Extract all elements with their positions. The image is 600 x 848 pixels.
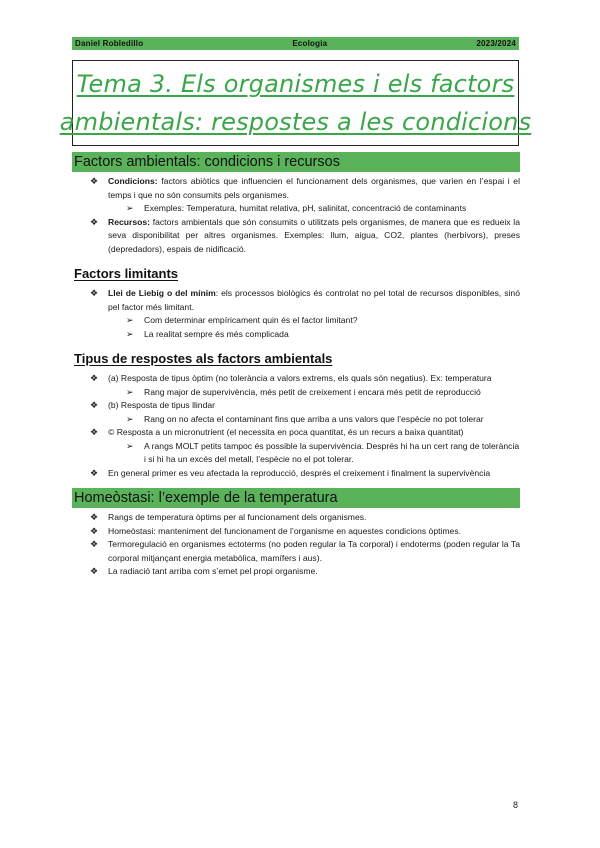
term: Condicions: — [108, 176, 158, 186]
list-item — [72, 426, 520, 467]
list-item — [72, 565, 520, 579]
item-text: La radiació tant arriba com s’emet pel propi organisme. — [108, 566, 318, 576]
arrow-bullet-icon: ➢ — [126, 386, 134, 397]
sub-list-item — [108, 413, 520, 427]
section-1-list — [72, 175, 520, 256]
item-text: : els processos biològics és controlat no pel total de recursos disponibles, sinó pel factor més limitant. — [108, 288, 520, 312]
sub-list-item — [108, 328, 520, 342]
sub-item-text: A rangs MOLT petits tampoc és possible la supervivència. Després hi ha un cert rang de tolerància i si hi ha un excés del metall, l’espècie no el pot tolerar. — [144, 440, 520, 464]
diamond-bullet-icon: ❖ — [90, 539, 99, 549]
arrow-bullet-icon: ➢ — [126, 203, 134, 213]
list-item — [72, 511, 520, 525]
section-3-list — [72, 372, 520, 480]
term: Recursos: — [108, 216, 151, 227]
sub-item-text: Com determinar empíricament quin és el factor limitant? — [144, 315, 358, 325]
diamond-bullet-icon: ❖ — [90, 373, 99, 383]
section-2-list — [72, 287, 520, 341]
item-text: Termoregulació en organismes ectoterms (no poden regular la Ta corporal) i endoterms (poden regular la Ta corporal mitjançant energia metabòlica, mamífers i aus). — [108, 539, 520, 563]
list-item — [72, 525, 520, 539]
arrow-bullet-icon: ➢ — [126, 315, 134, 325]
diamond-bullet-icon: ❖ — [90, 427, 99, 437]
page-number: 8 — [513, 800, 519, 810]
item-text: factors abiòtics que influencien el funcionament dels organismes, que varien en l’espai i el temps i que no són consumits pels organismes. — [108, 176, 520, 200]
section-4-list — [72, 511, 520, 579]
list-item — [72, 175, 520, 216]
diamond-bullet-icon: ❖ — [90, 566, 99, 576]
running-header — [72, 37, 519, 50]
list-item — [72, 216, 520, 257]
section-heading-homeostasi: Homeòstasi: l’exemple de la temperatura — [72, 488, 520, 508]
sub-list-item — [108, 386, 520, 400]
header-author: Daniel Robledillo — [75, 39, 144, 48]
section-heading-factors-limitants: Factors limitants — [74, 266, 179, 281]
diamond-bullet-icon: ❖ — [90, 467, 99, 478]
diamond-bullet-icon: ❖ — [90, 400, 99, 410]
item-text: Rangs de temperatura òptims per al funcionament dels organismes. — [108, 512, 367, 522]
diamond-bullet-icon: ❖ — [90, 512, 99, 522]
header-year: 2023/2024 — [476, 39, 516, 48]
list-item — [72, 372, 520, 399]
item-text: (b) Resposta de tipus llindar — [108, 400, 215, 410]
item-text: (a) Resposta de tipus òptim (no tolerància a valors extrems, els quals són negatius). Ex: temperatura — [108, 373, 492, 383]
document-body — [72, 152, 520, 579]
list-item — [72, 287, 520, 341]
diamond-bullet-icon: ❖ — [90, 176, 99, 186]
item-text: © Resposta a un micronutrient (el necessita en poca quantitat, és un recurs a baixa quantitat) — [108, 427, 464, 437]
diamond-bullet-icon: ❖ — [90, 288, 99, 298]
sub-item-text: Exemples: Temperatura, humitat relativa, pH, salinitat, concentració de contaminants — [144, 203, 467, 213]
item-text: factors ambientals que són consumits o utilitzats pels organismes, de manera que es redueix la seva disponibilitat per altres organismes. Exemples: llum, aigua, CO2, plantes (herbívors), preses (depredadors), espais de nidificació. — [108, 216, 520, 254]
sub-item-text: Rang major de supervivència, més petit de creixement i encara més petit de reproducció — [144, 386, 481, 397]
title-box — [59, 60, 532, 146]
arrow-bullet-icon: ➢ — [126, 328, 134, 339]
item-text: Homeòstasi: manteniment del funcionament de l’organisme en aquestes condicions òptimes. — [108, 525, 462, 536]
sub-list-item — [108, 314, 520, 328]
item-text: En general primer es veu afectada la reproducció, després el creixement i finalment la supervivència — [108, 467, 491, 478]
sub-list-item — [108, 202, 520, 216]
diamond-bullet-icon: ❖ — [90, 525, 99, 536]
title-line-2: ambientals: respostes a les condicions — [59, 108, 532, 136]
list-item — [72, 538, 520, 565]
header-subject: Ecologia — [292, 39, 328, 48]
term: Llei de Liebig o del mínim — [108, 288, 216, 298]
list-item — [72, 467, 520, 481]
section-heading-tipus-respostes: Tipus de respostes als factors ambientals — [74, 351, 333, 366]
title-line-1: Tema 3. Els organismes i els factors — [76, 70, 515, 98]
arrow-bullet-icon: ➢ — [126, 413, 134, 424]
sub-list-item — [108, 440, 520, 467]
arrow-bullet-icon: ➢ — [126, 440, 134, 451]
section-heading-factors-ambientals: Factors ambientals: condicions i recursos — [72, 152, 520, 172]
sub-item-text: Rang on no afecta el contaminant fins que arriba a uns valors que l’espècie no pot tolerar — [144, 413, 484, 424]
diamond-bullet-icon: ❖ — [90, 216, 99, 227]
list-item — [72, 399, 520, 426]
sub-item-text: La realitat sempre és més complicada — [144, 328, 289, 339]
